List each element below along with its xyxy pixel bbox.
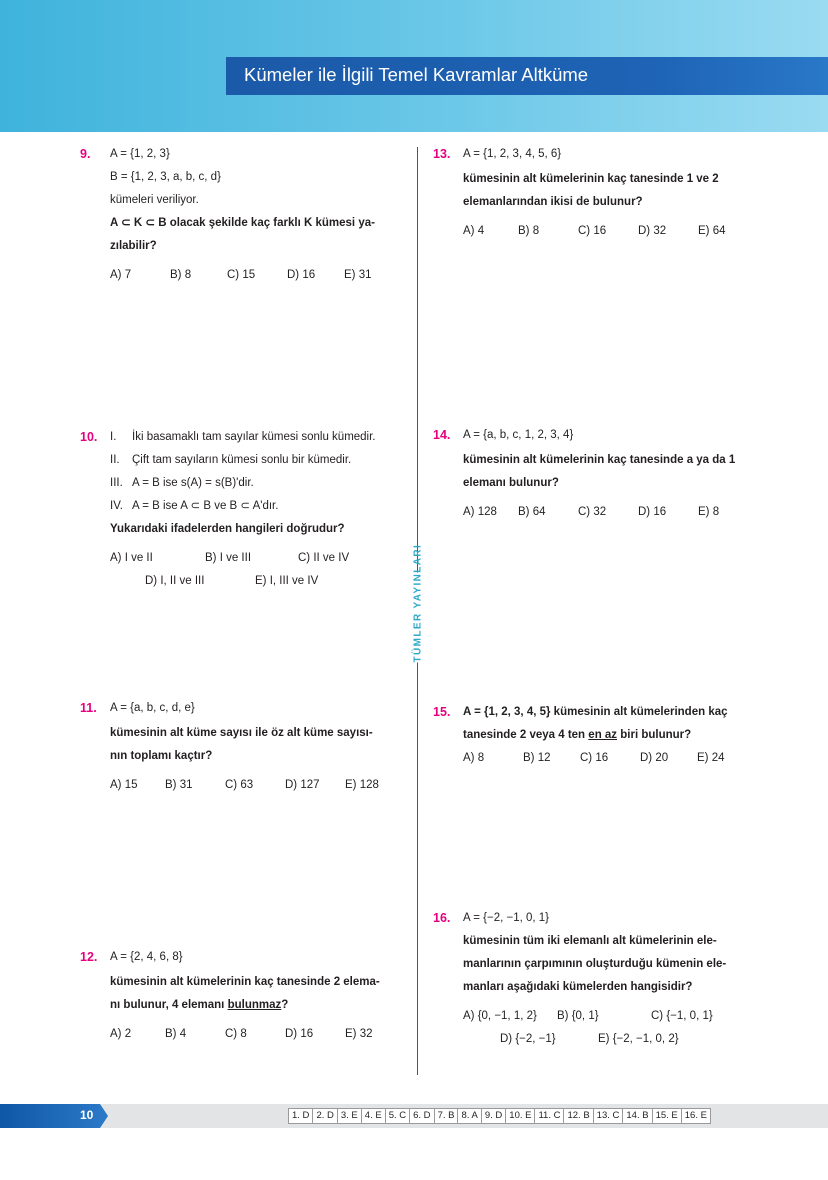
question-number: 9. (80, 147, 91, 161)
question-10 (80, 426, 410, 593)
set-a: A = {a, b, c, 1, 2, 3, 4} (463, 429, 574, 441)
option-d[interactable]: D) {−2, −1} (500, 1033, 556, 1045)
option-d[interactable]: D) 20 (640, 752, 669, 764)
question-13 (433, 143, 763, 243)
option-d[interactable]: D) 16 (285, 1028, 314, 1040)
question-12 (80, 946, 410, 1046)
question-9 (80, 143, 410, 287)
option-c[interactable]: C) {−1, 0, 1} (651, 1010, 713, 1022)
option-e[interactable]: E) 8 (698, 506, 720, 518)
option-c[interactable]: C) 15 (227, 269, 256, 281)
option-a[interactable]: A) I ve II (110, 552, 153, 564)
roman-numeral: III. (110, 477, 123, 489)
answer-options-row-2 (463, 1028, 763, 1051)
option-e[interactable]: E) 24 (697, 752, 725, 764)
question-prompt-cont (463, 724, 763, 747)
option-d[interactable]: D) 127 (285, 779, 320, 791)
set-a: A = {a, b, c, d, e} (110, 702, 195, 714)
answer-key-item: 2. D (313, 1108, 337, 1124)
answer-key-item: 4. E (362, 1108, 386, 1124)
statement-2 (110, 449, 410, 472)
option-c[interactable]: C) II ve IV (298, 552, 350, 564)
option-a[interactable]: A) 2 (110, 1028, 132, 1040)
question-prompt-cont: elemanı bulunur? (463, 477, 559, 489)
set-a: A = {1, 2, 3, 4, 5, 6} (463, 148, 562, 160)
answer-key-item: 7. B (435, 1108, 459, 1124)
prompt-end: biri bulunur? (617, 729, 692, 741)
question-prompt: A ⊂ K ⊂ B olacak şekilde kaç farklı K kümesi ya- (110, 217, 375, 229)
answer-key-item: 1. D (288, 1108, 313, 1124)
roman-numeral: I. (110, 431, 117, 443)
question-prompt: kümesinin tüm iki elemanlı alt kümelerinin ele- (463, 935, 717, 947)
option-b[interactable]: B) I ve III (205, 552, 252, 564)
roman-numeral: IV. (110, 500, 124, 512)
option-b[interactable]: B) 8 (518, 225, 540, 237)
answer-key (288, 1108, 711, 1124)
publisher-brand: TÜMLER YAYINLARI (412, 543, 424, 663)
answer-options-row-2 (110, 570, 410, 593)
option-c[interactable]: C) 8 (225, 1028, 247, 1040)
option-c[interactable]: C) 32 (578, 506, 607, 518)
answer-options (110, 774, 410, 797)
option-c[interactable]: C) 16 (580, 752, 609, 764)
question-number: 14. (433, 428, 451, 442)
option-e[interactable]: E) 31 (344, 269, 372, 281)
question-prompt: A = {1, 2, 3, 4, 5} kümesinin alt kümelerinden kaç (463, 706, 728, 718)
option-b[interactable]: B) 4 (165, 1028, 187, 1040)
set-b: B = {1, 2, 3, a, b, c, d} (110, 171, 221, 183)
question-prompt: kümesinin alt kümelerinin kaç tanesinde 1 ve 2 (463, 173, 719, 185)
statement-text: A = B ise A ⊂ B ve B ⊂ A'dır. (132, 500, 279, 512)
question-number: 16. (433, 911, 451, 925)
roman-numeral: II. (110, 454, 120, 466)
page-title: Kümeler ile İlgili Temel Kavramlar Altküme (244, 64, 589, 85)
statement-1 (110, 426, 410, 449)
option-b[interactable]: B) 12 (523, 752, 551, 764)
question-16 (433, 907, 763, 1051)
option-d[interactable]: D) I, II ve III (145, 575, 205, 587)
set-a: A = {1, 2, 3} (110, 148, 170, 160)
title-bar (226, 57, 828, 95)
question-prompt: Yukarıdaki ifadelerden hangileri doğrudur? (110, 523, 345, 535)
option-a[interactable]: A) 8 (463, 752, 485, 764)
answer-key-item: 12. B (564, 1108, 593, 1124)
answer-key-item: 5. C (386, 1108, 410, 1124)
question-prompt: kümesinin alt kümelerinin kaç tanesinde a ya da 1 (463, 454, 736, 466)
option-a[interactable]: A) 7 (110, 269, 132, 281)
question-prompt-cont: zılabilir? (110, 240, 157, 252)
answer-key-item: 16. E (682, 1108, 711, 1124)
option-c[interactable]: C) 16 (578, 225, 607, 237)
option-d[interactable]: D) 32 (638, 225, 667, 237)
question-prompt-end: manları aşağıdaki kümelerden hangisidir? (463, 981, 693, 993)
option-a[interactable]: A) 4 (463, 225, 485, 237)
answer-options (463, 220, 763, 243)
question-number: 11. (80, 701, 97, 715)
page-number: 10 (80, 1108, 94, 1122)
answer-key-item: 10. E (506, 1108, 535, 1124)
answer-key-item: 3. E (338, 1108, 362, 1124)
answer-options (110, 264, 410, 287)
answer-key-item: 15. E (653, 1108, 682, 1124)
answer-options (463, 747, 763, 770)
option-e[interactable]: E) {−2, −1, 0, 2} (598, 1033, 679, 1045)
statement-text: A = B ise s(A) = s(B)'dir. (132, 477, 254, 489)
option-b[interactable]: B) 8 (170, 269, 192, 281)
question-number: 15. (433, 705, 451, 719)
answer-options-row-1 (110, 547, 410, 570)
answer-key-item: 11. C (535, 1108, 564, 1124)
answer-key-item: 6. D (410, 1108, 434, 1124)
option-b[interactable]: B) 31 (165, 779, 193, 791)
option-a[interactable]: A) 128 (463, 506, 497, 518)
answer-key-item: 9. D (482, 1108, 506, 1124)
option-c[interactable]: C) 63 (225, 779, 254, 791)
option-b[interactable]: B) 64 (518, 506, 546, 518)
underlined-word: en az (588, 729, 618, 741)
question-14 (433, 424, 763, 524)
answer-key-item: 14. B (623, 1108, 652, 1124)
question-prompt-cont: elemanlarından ikisi de bulunur? (463, 196, 643, 208)
set-a: A = {−2, −1, 0, 1} (463, 912, 550, 924)
option-a[interactable]: A) 15 (110, 779, 138, 791)
answer-options (463, 501, 763, 524)
option-a[interactable]: A) {0, −1, 1, 2} (463, 1010, 537, 1022)
statement-4 (110, 495, 410, 518)
statement-3 (110, 472, 410, 495)
answer-options-row-1 (463, 1005, 763, 1028)
question-prompt-cont: nın toplamı kaçtır? (110, 750, 213, 762)
question-number: 10. (80, 430, 98, 444)
prompt-text: nı bulunur, 4 elemanı (110, 999, 228, 1011)
option-d[interactable]: D) 16 (287, 269, 316, 281)
question-prompt-cont (110, 994, 410, 1017)
given-text: kümeleri veriliyor. (110, 194, 199, 206)
option-e[interactable]: E) 128 (345, 779, 379, 791)
page-tab-arrow (100, 1104, 108, 1128)
answer-key-item: 13. C (594, 1108, 624, 1124)
option-e[interactable]: E) 64 (698, 225, 726, 237)
statement-text: İki basamaklı tam sayılar kümesi sonlu kümedir. (132, 431, 376, 443)
question-prompt: kümesinin alt küme sayısı ile öz alt küme sayısı- (110, 727, 373, 739)
prompt-end: ? (281, 999, 289, 1011)
option-d[interactable]: D) 16 (638, 506, 667, 518)
underlined-word: bulunmaz (227, 999, 282, 1011)
question-number: 12. (80, 950, 98, 964)
question-prompt: kümesinin alt kümelerinin kaç tanesinde 2 elema- (110, 976, 380, 988)
question-number: 13. (433, 147, 451, 161)
question-prompt-cont: manlarının çarpımının oluşturduğu kümenin ele- (463, 958, 727, 970)
statement-text: Çift tam sayıların kümesi sonlu bir kümedir. (132, 454, 352, 466)
option-e[interactable]: E) 32 (345, 1028, 373, 1040)
question-15 (433, 701, 763, 770)
option-e[interactable]: E) I, III ve IV (255, 575, 319, 587)
question-11 (80, 697, 410, 797)
option-b[interactable]: B) {0, 1} (557, 1010, 599, 1022)
answer-options (110, 1023, 410, 1046)
answer-key-item: 8. A (458, 1108, 481, 1124)
set-a: A = {2, 4, 6, 8} (110, 951, 183, 963)
prompt-text: tanesinde 2 veya 4 ten (463, 729, 589, 741)
